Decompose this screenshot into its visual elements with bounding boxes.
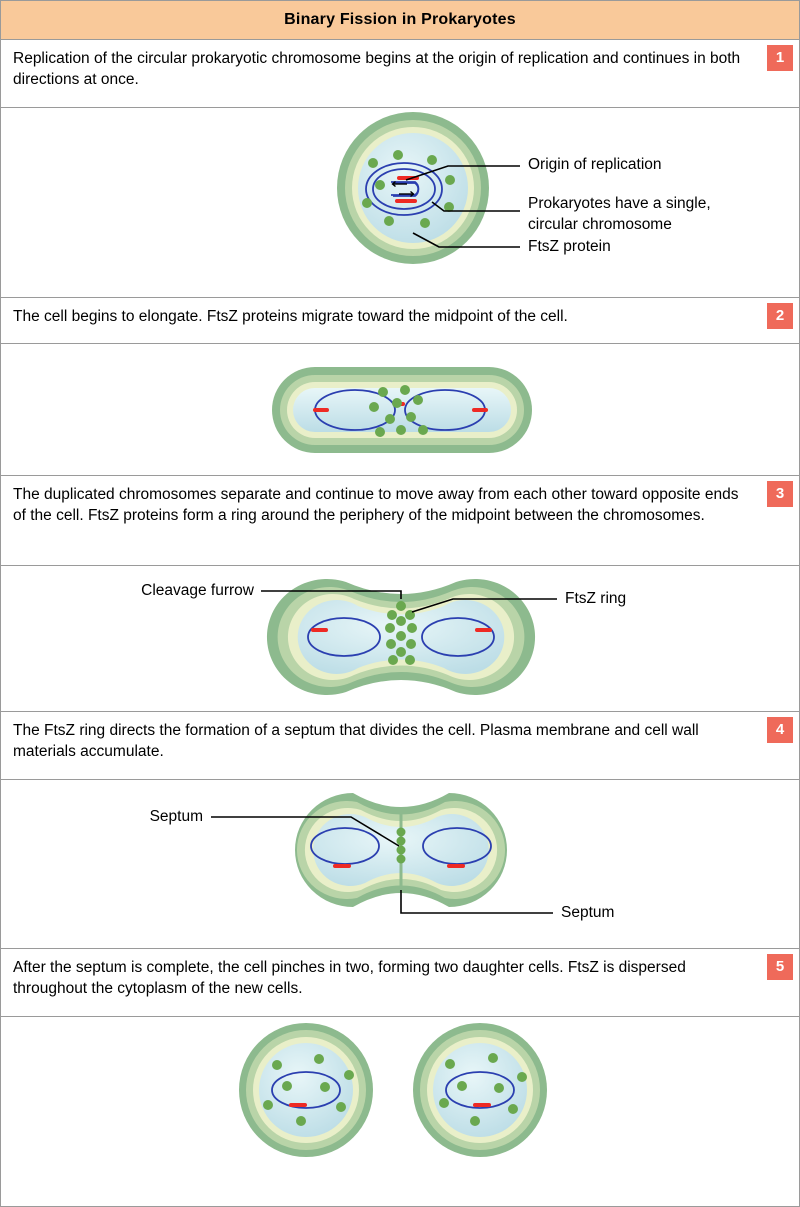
step-5-illustration [1,1017,799,1192]
step-3-illustration [1,566,799,712]
label-septum-left: Septum [149,808,203,826]
label-ftsz-ring: FtsZ ring [565,590,627,608]
label-origin-of-replication: Origin of replication [528,156,662,174]
label-cleavage-furrow: Cleavage furrow [141,582,254,600]
daughter-cell-right [413,1023,547,1157]
daughter-cell-left [239,1023,373,1157]
step-2-illustration [1,344,799,476]
step-4-illustration [1,780,799,949]
label-septum-bottom: Septum [561,904,615,922]
figure-title-bar [1,1,799,40]
page-title: Binary Fission in Prokaryotes [284,11,516,28]
step-2-badge: 2 [767,303,793,329]
label-circular-chromosome-line2: circular chromosome [528,216,672,234]
step-1-text-row [1,40,799,108]
step-5-text-row [1,949,799,1017]
prokaryote-cell-round [337,112,489,264]
step-4-text-row [1,712,799,780]
step-1-illustration [1,108,799,298]
elongated-cell [272,367,532,453]
step-3-text: The duplicated chromosomes separate and continue to move away from each other toward opposite ends of the cell. FtsZ proteins form a ring around the periphery of the midpoint between the chromosomes. [13,486,739,524]
step-1-badge: 1 [767,45,793,71]
step-2-text-row [1,298,799,344]
label-ftsz-protein: FtsZ protein [528,238,611,256]
label-circular-chromosome-line1: Prokaryotes have a single, [528,195,711,213]
step-5-badge: 5 [767,954,793,980]
step-4-badge: 4 [767,717,793,743]
step-3-text-row [1,476,799,566]
step-1-text: Replication of the circular prokaryotic chromosome begins at the origin of replication and continues in both directions at once. [13,50,741,88]
step-2-text: The cell begins to elongate. FtsZ proteins migrate toward the midpoint of the cell. [13,308,568,325]
step-5-text: After the septum is complete, the cell pinches in two, forming two daughter cells. FtsZ is dispersed throughout the cytoplasm of the new cells. [13,959,686,997]
step-3-badge: 3 [767,481,793,507]
step-4-text: The FtsZ ring directs the formation of a septum that divides the cell. Plasma membrane and cell wall materials accumulate. [13,722,699,760]
